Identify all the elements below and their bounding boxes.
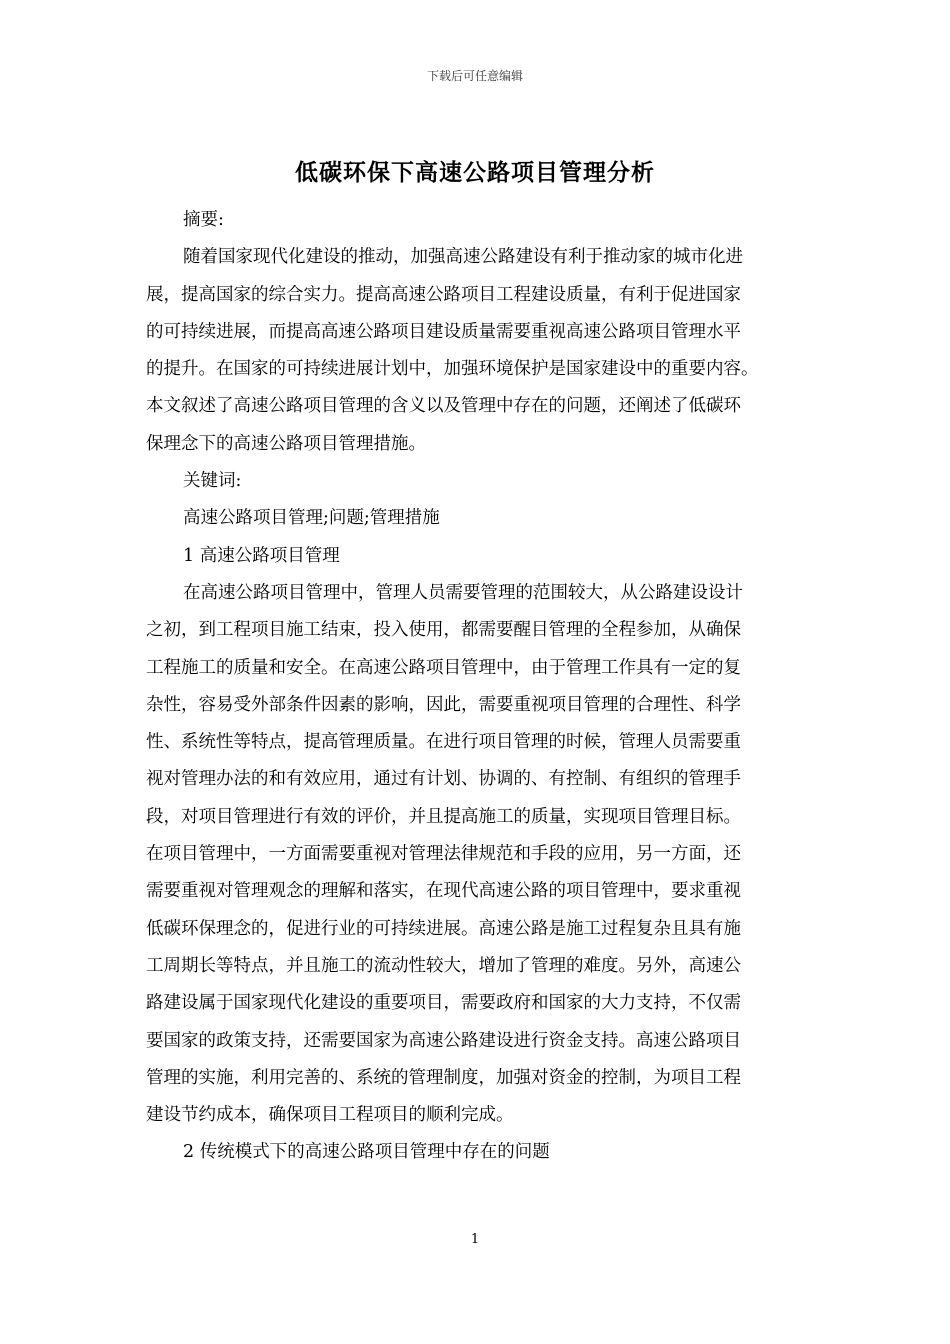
paragraph-line: 工周期长等特点，并且施工的流动性较大，增加了管理的难度。另外，高速公	[146, 955, 741, 976]
document-body	[146, 202, 806, 1172]
page-header: 下载后可任意编辑	[426, 69, 523, 83]
paragraph-line: 要国家的政策支持，还需要国家为高速公路建设进行资金支持。高速公路项目	[146, 1030, 741, 1051]
paragraph-line: 保理念下的高速公路项目管理措施。	[146, 433, 426, 454]
paragraph-line: 管理的实施，利用完善的、系统的管理制度，加强对资金的控制，为项目工程	[146, 1067, 741, 1088]
paragraph-line: 建设节约成本，确保项目工程项目的顺利完成。	[146, 1105, 514, 1126]
paragraph-line: 之初，到工程项目施工结束，投入使用，都需要醒目管理的全程参加，从确保	[146, 620, 741, 641]
paragraph-line: 杂性，容易受外部条件因素的影响，因此，需要重视项目管理的合理性、科学	[146, 694, 741, 715]
paragraph-line: 低碳环保理念的，促进行业的可持续进展。高速公路是施工过程复杂且具有施	[146, 918, 741, 939]
paragraph-line: 本文叙述了高速公路项目管理的含义以及管理中存在的问题，还阐述了低碳环	[146, 396, 741, 417]
paragraph-line: 在项目管理中，一方面需要重视对管理法律规范和手段的应用，另一方面，还	[146, 844, 741, 865]
paragraph-line: 随着国家现代化建设的推动，加强高速公路建设有利于推动家的城市化进	[183, 247, 743, 268]
document-title: 低碳环保下高速公路项目管理分析	[295, 159, 655, 186]
paragraph-line: 在高速公路项目管理中，管理人员需要管理的范围较大，从公路建设设计	[183, 582, 743, 603]
paragraph-line: 的可持续进展，而提高高速公路项目建设质量需要重视高速公路项目管理水平	[146, 321, 741, 342]
page-number: 1	[470, 1232, 480, 1247]
keywords-text: 高速公路项目管理;问题;管理措施	[183, 508, 440, 529]
keywords-heading: 关键词:	[183, 471, 242, 492]
section-heading: 1 高速公路项目管理	[183, 545, 340, 566]
paragraph-line: 视对管理办法的和有效应用，通过有计划、协调的、有控制、有组织的管理手	[146, 769, 741, 790]
paragraph-line: 工程施工的质量和安全。在高速公路项目管理中，由于管理工作具有一定的复	[146, 657, 741, 678]
paragraph-line: 展，提高国家的综合实力。提高高速公路项目工程建设质量，有利于促进国家	[146, 284, 741, 305]
paragraph-line: 的提升。在国家的可持续进展计划中，加强环境保护是国家建设中的重要内容。	[146, 359, 759, 380]
paragraph-line: 路建设属于国家现代化建设的重要项目，需要政府和国家的大力支持，不仅需	[146, 993, 741, 1014]
paragraph-line: 段，对项目管理进行有效的评价，并且提高施工的质量，实现项目管理目标。	[146, 806, 741, 827]
abstract-heading: 摘要:	[183, 210, 224, 230]
section-heading: 2 传统模式下的高速公路项目管理中存在的问题	[183, 1142, 550, 1163]
paragraph-line: 需要重视对管理观念的理解和落实，在现代高速公路的项目管理中，要求重视	[146, 881, 741, 902]
paragraph-line: 性、系统性等特点，提高管理质量。在进行项目管理的时候，管理人员需要重	[146, 732, 741, 753]
